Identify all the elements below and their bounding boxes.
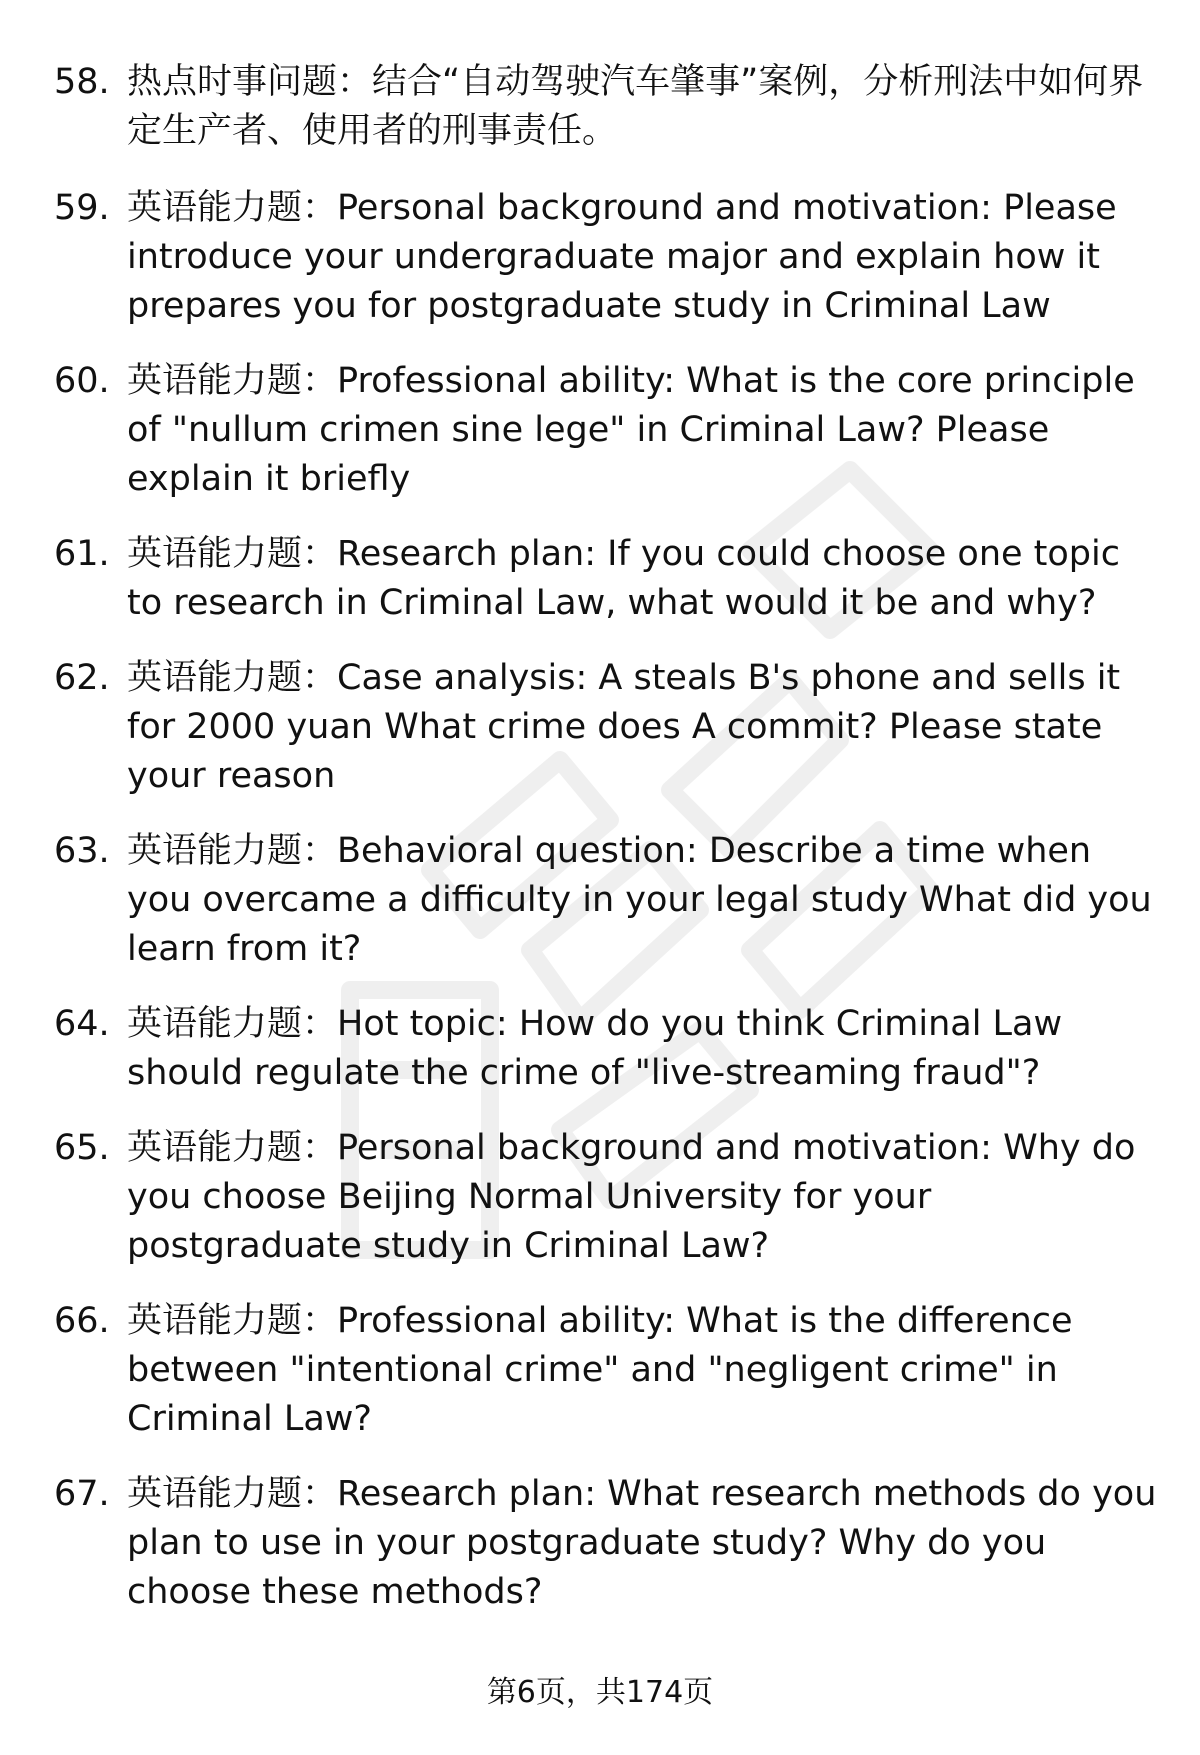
list-item: [54, 1000, 1164, 1098]
question-text: 英语能力题：Professional ability: What is the difference between "intentional crime" and "negligent crime" in Criminal Law?: [127, 1301, 1073, 1439]
page-number-footer: 第6页，共174页: [486, 1675, 714, 1710]
question-number: 63.: [54, 831, 110, 871]
question-number: 58.: [54, 62, 110, 102]
question-text: 热点时事问题：结合“自动驾驶汽车肇事”案例，分析刑法中如何界定生产者、使用者的刑事责任。: [127, 62, 1144, 151]
question-number: 61.: [54, 534, 110, 574]
question-number: 66.: [54, 1301, 110, 1341]
list-item: [54, 1124, 1164, 1271]
question-text: 英语能力题：Case analysis: A steals B's phone and sells it for 2000 yuan What crime does A commit? Please state your reason: [127, 658, 1121, 796]
question-text: 英语能力题：Behavioral question: Describe a time when you overcame a difficulty in your legal study What did you learn from it?: [127, 831, 1152, 969]
question-number: 64.: [54, 1004, 110, 1044]
list-item: [54, 530, 1164, 628]
list-item: [54, 1470, 1164, 1617]
list-item: [54, 654, 1164, 801]
question-number: 67.: [54, 1474, 110, 1514]
question-number: 62.: [54, 658, 110, 698]
list-item: [54, 357, 1164, 504]
list-item: [54, 827, 1164, 974]
list-item: [54, 58, 1164, 156]
question-text: 英语能力题：Research plan: If you could choose one topic to research in Criminal Law, what would it be and why?: [127, 534, 1120, 623]
question-number: 60.: [54, 361, 110, 401]
question-list: [54, 58, 1164, 1617]
question-text: 英语能力题：Research plan: What research methods do you plan to use in your postgraduate study? Why do you choose these methods?: [127, 1474, 1157, 1612]
question-text: 英语能力题：Professional ability: What is the core principle of "nullum crimen sine lege" in Criminal Law? Please explain it briefly: [127, 361, 1135, 499]
question-number: 59.: [54, 188, 110, 228]
question-text: 英语能力题：Hot topic: How do you think Criminal Law should regulate the crime of "live-streaming fraud"?: [127, 1004, 1063, 1093]
question-text: 英语能力题：Personal background and motivation: Why do you choose Beijing Normal University for your postgraduate study in Criminal Law?: [127, 1128, 1136, 1266]
list-item: [54, 184, 1164, 331]
question-text: 英语能力题：Personal background and motivation: Please introduce your undergraduate major and explain how it prepares you for postgraduate study in Criminal Law: [127, 188, 1117, 326]
list-item: [54, 1297, 1164, 1444]
question-number: 65.: [54, 1128, 110, 1168]
